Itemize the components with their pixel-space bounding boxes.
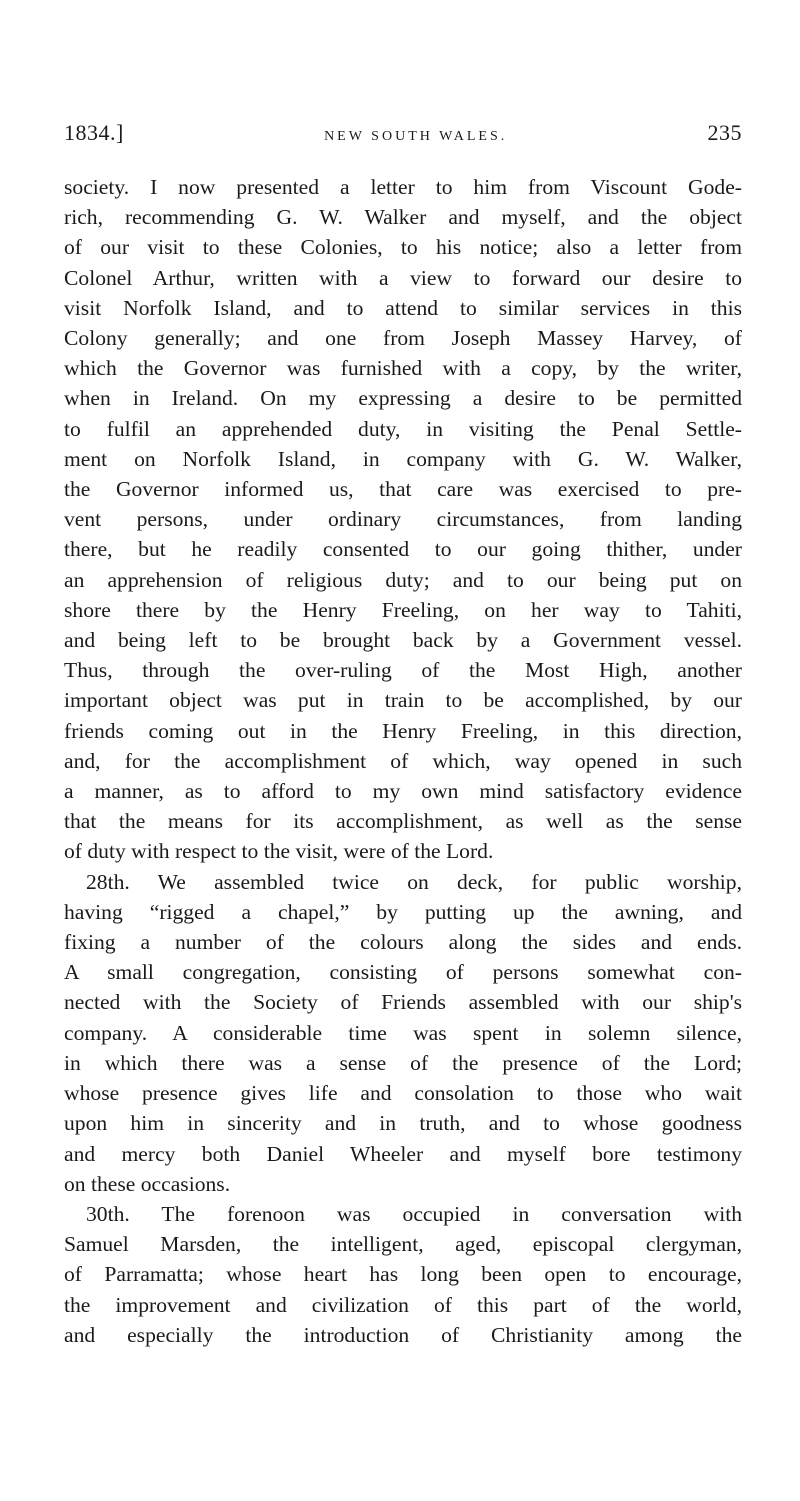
paragraph-end-line: of duty with respect to the visit, were of the Lord. (64, 839, 494, 864)
text-line: when in Ireland. On my expressing a desire to be permitted (64, 386, 742, 411)
text-line: company. A considerable time was spent in solemn silence, (64, 1020, 742, 1045)
text-line: upon him in sincerity and in truth, and to whose goodness (64, 1111, 742, 1136)
text-line: and being left to be brought back by a Government vessel. (64, 628, 742, 653)
paragraph-end-line: on these occasions. (64, 1171, 231, 1196)
running-head-year: 1834.] (64, 120, 124, 145)
text-line: the Governor informed us, that care was exercised to pre- (64, 477, 742, 502)
text-line: in which there was a sense of the presence of the Lord; (64, 1050, 742, 1075)
text-line: shore there by the Henry Freeling, on her way to Tahiti, (64, 597, 742, 622)
text-line: having “rigged a chapel,” by putting up the awning, and (64, 899, 742, 924)
paragraph-start-line: 28th. We assembled twice on deck, for public worship, (86, 869, 742, 894)
text-line: visit Norfolk Island, and to attend to similar services in this (64, 295, 742, 320)
text-line: ment on Norfolk Island, in company with G. W. Walker, (64, 446, 742, 471)
text-line: and, for the accomplishment of which, way opened in such (64, 748, 742, 773)
text-line: of Parramatta; whose heart has long been open to encourage, (64, 1262, 742, 1287)
text-line: fixing a number of the colours along the sides and ends. (64, 930, 742, 955)
text-line: an apprehension of religious duty; and to our being put on (64, 567, 742, 592)
body-text (64, 172, 742, 1350)
text-line: there, but he readily consented to our going thither, under (64, 537, 742, 562)
text-line: that the means for its accomplishment, as well as the sense (64, 809, 742, 834)
text-line: vent persons, under ordinary circumstances, from landing (64, 507, 742, 532)
text-line: to fulfil an apprehended duty, in visiting the Penal Settle- (64, 416, 742, 441)
text-line: Thus, through the over-ruling of the Most High, another (64, 658, 742, 683)
text-line: nected with the Society of Friends assembled with our ship's (64, 990, 742, 1015)
text-line: a manner, as to afford to my own mind satisfactory evidence (64, 779, 742, 804)
text-line: and especially the introduction of Christianity among the (64, 1322, 742, 1347)
text-line: A small congregation, consisting of persons somewhat con- (64, 960, 742, 985)
text-line: the improvement and civilization of this part of the world, (64, 1292, 742, 1317)
text-line: society. I now presented a letter to him from Viscount Gode- (64, 175, 742, 199)
text-line: rich, recommending G. W. Walker and myself, and the object (64, 205, 742, 230)
running-head (64, 118, 742, 152)
text-line: Samuel Marsden, the intelligent, aged, episcopal clergyman, (64, 1232, 742, 1257)
text-line: friends coming out in the Henry Freeling, in this direction, (64, 718, 742, 743)
text-line: of our visit to these Colonies, to his notice; also a letter from (64, 235, 742, 260)
text-line: Colonel Arthur, written with a view to forward our desire to (64, 265, 742, 290)
text-line: which the Governor was furnished with a copy, by the writer, (64, 356, 742, 381)
text-line: Colony generally; and one from Joseph Massey Harvey, of (64, 326, 742, 351)
paragraph-start-line: 30th. The forenoon was occupied in conversation with (86, 1201, 742, 1226)
running-head-title: NEW SOUTH WALES. (324, 129, 508, 144)
text-line: whose presence gives life and consolation to those who wait (64, 1081, 742, 1106)
page-number: 235 (707, 120, 742, 145)
text-line: and mercy both Daniel Wheeler and myself bore testimony (64, 1141, 742, 1166)
text-line: important object was put in train to be accomplished, by our (64, 688, 742, 713)
book-page (64, 118, 742, 1350)
